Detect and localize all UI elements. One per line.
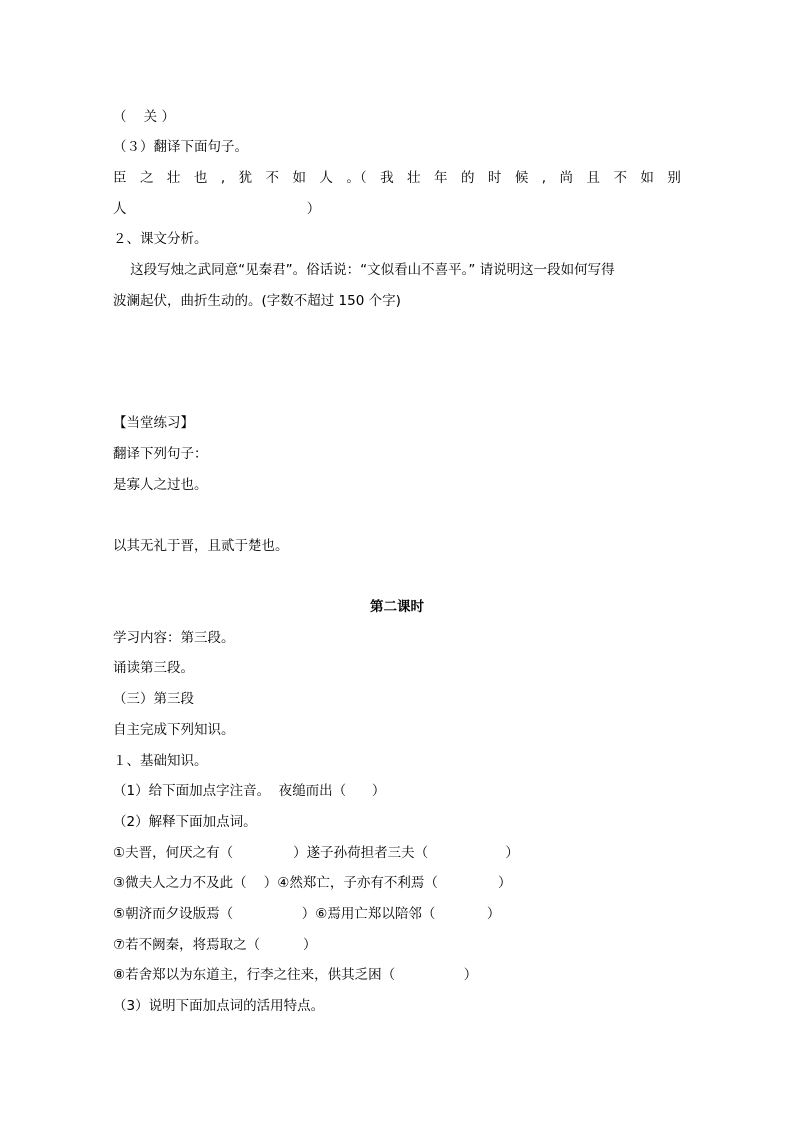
sentence-char: 犹 — [238, 170, 253, 186]
text-line: （1）给下面加点字注音。 夜缒而出（ ） — [113, 783, 386, 799]
sentence-char: 。（ — [346, 170, 367, 186]
text-line: 是寡人之过也。 — [113, 477, 208, 493]
page-title: 第二课时 — [370, 599, 424, 615]
justified-sentence-line — [113, 169, 681, 187]
section-heading: ２、课文分析。 — [113, 231, 208, 247]
sentence-char: 如 — [640, 170, 654, 186]
exercise-line: ①夫晋，何厌之有（ ）遂子孙荷担者三夫（ ） — [113, 845, 519, 861]
text-line: （2）解释下面加点词。 — [113, 814, 257, 830]
sentence-char: 年 — [433, 170, 448, 186]
exercise-line: ⑧若舍郑以为东道主，行李之往来，供其乏困（ ） — [113, 967, 478, 983]
sentence-char: 的 — [460, 170, 475, 186]
sentence-char: 不 — [265, 170, 280, 186]
sentence-char: 别 — [667, 170, 681, 186]
text-line: （３）翻译下面句子。 — [113, 139, 248, 155]
sentence-char: 候 — [514, 170, 529, 186]
paragraph-line: 这段写烛之武同意“见秦君”。俗话说：“文似看山不喜平。” 请说明这一段如何写得 — [113, 262, 615, 278]
sentence-char: 壮 — [407, 170, 421, 186]
text-line: 人 ） — [113, 201, 321, 217]
sentence-char: , — [541, 170, 547, 186]
sentence-char: 尚 — [559, 170, 574, 186]
sentence-char: 也 — [193, 170, 208, 186]
section-heading: １、基础知识。 — [113, 753, 208, 769]
text-line: 自主完成下列知识。 — [113, 722, 235, 738]
paragraph-line: 波澜起伏，曲折生动的。(字数不超过 150 个字) — [113, 293, 401, 309]
text-line: （三）第三段 — [113, 691, 194, 707]
sentence-char: , — [220, 170, 226, 186]
sentence-char: 不 — [613, 170, 627, 186]
exercise-line: ③微夫人之力不及此（ ）④然郑亡，子亦有不利焉（ ） — [113, 875, 512, 891]
exercise-line: ⑦若不阙秦，将焉取之（ ） — [113, 937, 317, 953]
sentence-char: 且 — [586, 170, 600, 186]
section-heading: 【当堂练习】 — [113, 415, 194, 431]
text-line: （3）说明下面加点词的活用特点。 — [113, 998, 325, 1014]
text-line: 翻译下列句子： — [113, 446, 208, 462]
sentence-char: 如 — [292, 170, 306, 186]
text-line: 诵读第三段。 — [113, 660, 194, 676]
text-line: 学习内容：第三段。 — [113, 630, 235, 646]
text-line: 以其无礼于晋，且贰于楚也。 — [113, 538, 289, 554]
sentence-char: 臣 — [113, 170, 127, 186]
text-line: （ 关 ） — [113, 109, 175, 125]
sentence-char: 我 — [380, 170, 394, 186]
sentence-char: 之 — [139, 170, 154, 186]
sentence-char: 壮 — [166, 170, 181, 186]
sentence-char: 时 — [487, 170, 502, 186]
sentence-char: 人 — [319, 170, 333, 186]
exercise-line: ⑤朝济而夕设版焉（ ）⑥焉用亡郑以陪邻（ ） — [113, 906, 501, 922]
